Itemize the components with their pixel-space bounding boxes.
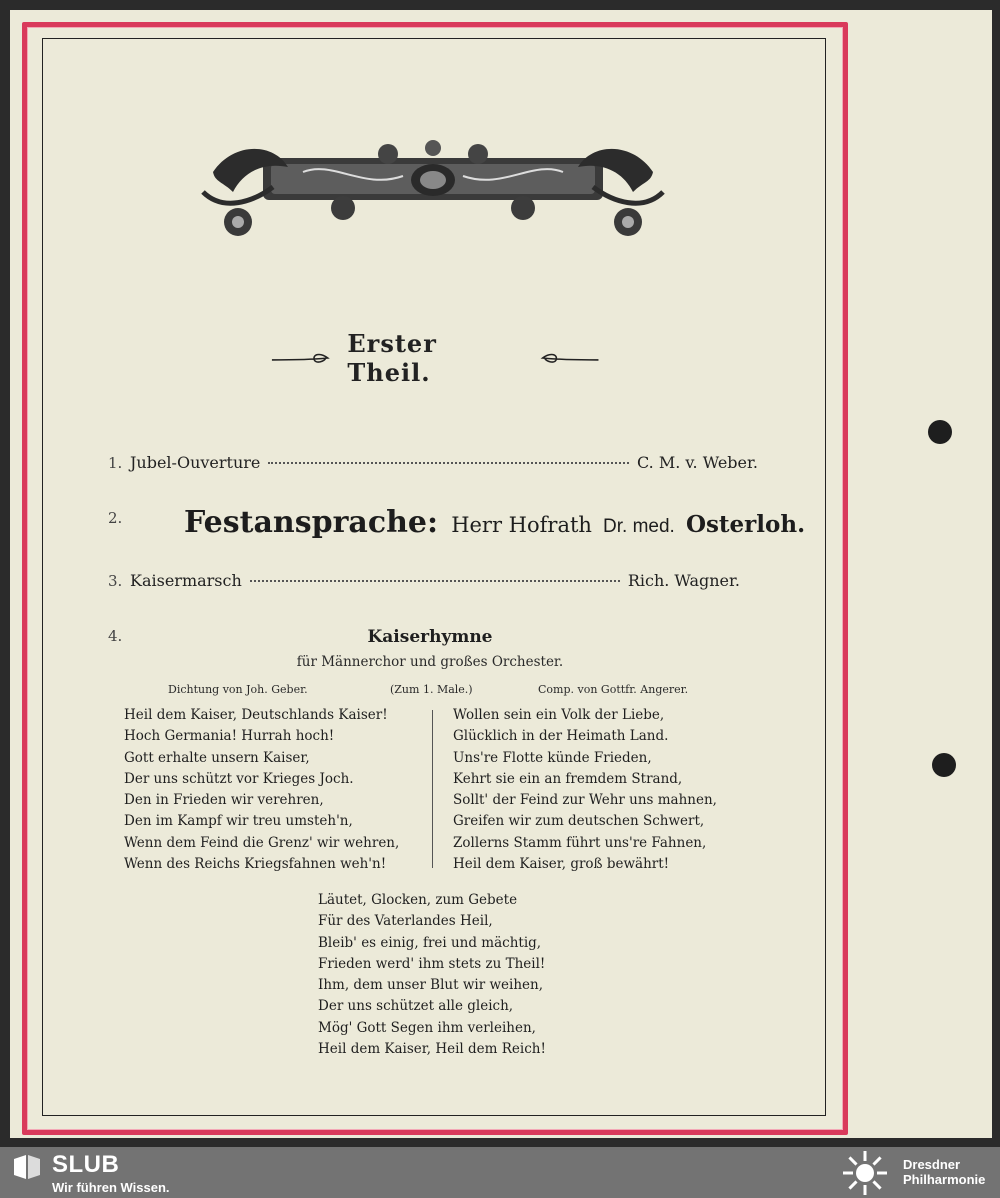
library-name[interactable]: SLUB — [52, 1151, 120, 1178]
verse-left — [124, 705, 399, 875]
verse-right — [453, 705, 717, 875]
verse-line: Kehrt sie ein an fremdem Strand, — [453, 770, 683, 787]
verse-line: Ihm, dem unser Blut wir weihen, — [318, 977, 543, 994]
verse-line: Wenn des Reichs Kriegsfahnen weh'n! — [124, 856, 387, 873]
punch-hole — [932, 753, 956, 777]
hymn-note: (Zum 1. Male.) — [390, 683, 473, 696]
verse-line: Der uns schützt vor Krieges Joch. — [124, 770, 354, 787]
item-title: Jubel-Ouverture — [130, 453, 261, 472]
program-item — [108, 571, 740, 590]
verse-line: Der uns schützet alle gleich, — [318, 998, 514, 1015]
verse-line: Heil dem Kaiser, groß bewährt! — [453, 856, 670, 873]
item-composer: C. M. v. Weber. — [636, 453, 758, 472]
leader-dots — [250, 580, 620, 582]
hymn-subtitle: für Männerchor und großes Orchester. — [296, 654, 564, 670]
verse-line: Heil dem Kaiser, Heil dem Reich! — [318, 1041, 546, 1058]
speaker-prefix: Herr Hofrath — [451, 513, 592, 537]
verse-line: Den im Kampf wir treu umsteh'n, — [124, 813, 353, 830]
speaker-title: Dr. med. — [603, 516, 675, 537]
item-composer: Rich. Wagner. — [627, 571, 740, 590]
footer-bar — [0, 1147, 1000, 1198]
item-number: 1. — [108, 454, 123, 472]
verse-line: Mög' Gott Segen ihm verleihen, — [318, 1019, 536, 1036]
verse-line: Den in Frieden wir verehren, — [124, 792, 324, 809]
verse-line: Läutet, Glocken, zum Gebete — [318, 892, 518, 908]
partner-name[interactable] — [903, 1157, 985, 1187]
slub-logo-icon[interactable] — [12, 1153, 42, 1181]
column-divider — [432, 710, 433, 868]
program-item — [108, 453, 758, 472]
item-title: Kaisermarsch — [130, 571, 242, 590]
speech-label: Festansprache: — [184, 505, 439, 540]
item-number: 4. — [108, 627, 123, 645]
left-flourish-icon — [270, 348, 337, 368]
verse-line: Sollt' der Feind zur Wehr uns mahnen, — [453, 792, 717, 809]
hymn-poet: Dichtung von Joh. Geber. — [168, 683, 308, 696]
philharmonie-logo-icon[interactable] — [842, 1150, 888, 1196]
hymn-title: Kaiserhymne — [367, 627, 493, 647]
verse-line: Gott erhalte unsern Kaiser, — [124, 749, 310, 766]
leader-dots — [268, 462, 629, 464]
speaker-name: Osterloh. — [685, 511, 806, 538]
verse-line: Wenn dem Feind die Grenz' wir wehren, — [124, 834, 400, 851]
program-item-speech — [108, 505, 806, 545]
verse-line: Wollen sein ein Volk der Liebe, — [453, 707, 665, 723]
verse-line: Frieden werd' ihm stets zu Theil! — [318, 955, 546, 972]
verse-line: Greifen wir zum deutschen Schwert, — [453, 813, 705, 830]
verse-line: Heil dem Kaiser, Deutschlands Kaiser! — [124, 707, 388, 723]
verse-line: Bleib' es einig, frei und mächtig, — [318, 934, 542, 951]
verse-line: Zollerns Stamm führt uns're Fahnen, — [453, 834, 707, 851]
verse-line: Uns're Flotte künde Frieden, — [453, 749, 652, 766]
library-tagline: Wir führen Wissen. — [52, 1180, 170, 1195]
item-number: 2. — [108, 509, 123, 527]
floral-ornament-icon — [193, 132, 673, 244]
section-title: Erster Theil. — [347, 329, 437, 387]
partner-name-line: Philharmonie — [903, 1172, 986, 1187]
verse-line: Für des Vaterlandes Heil, — [318, 913, 493, 930]
verse-line: Glücklich in der Heimath Land. — [453, 728, 669, 745]
hymn-composer: Comp. von Gottfr. Angerer. — [538, 683, 689, 696]
punch-hole — [928, 420, 952, 444]
verse-final — [318, 890, 546, 1060]
verse-line: Hoch Germania! Hurrah hoch! — [124, 728, 335, 745]
partner-name-line: Dresdner — [903, 1157, 961, 1172]
item-number: 3. — [108, 572, 123, 590]
section-heading — [270, 329, 600, 387]
right-flourish-icon — [533, 348, 600, 368]
